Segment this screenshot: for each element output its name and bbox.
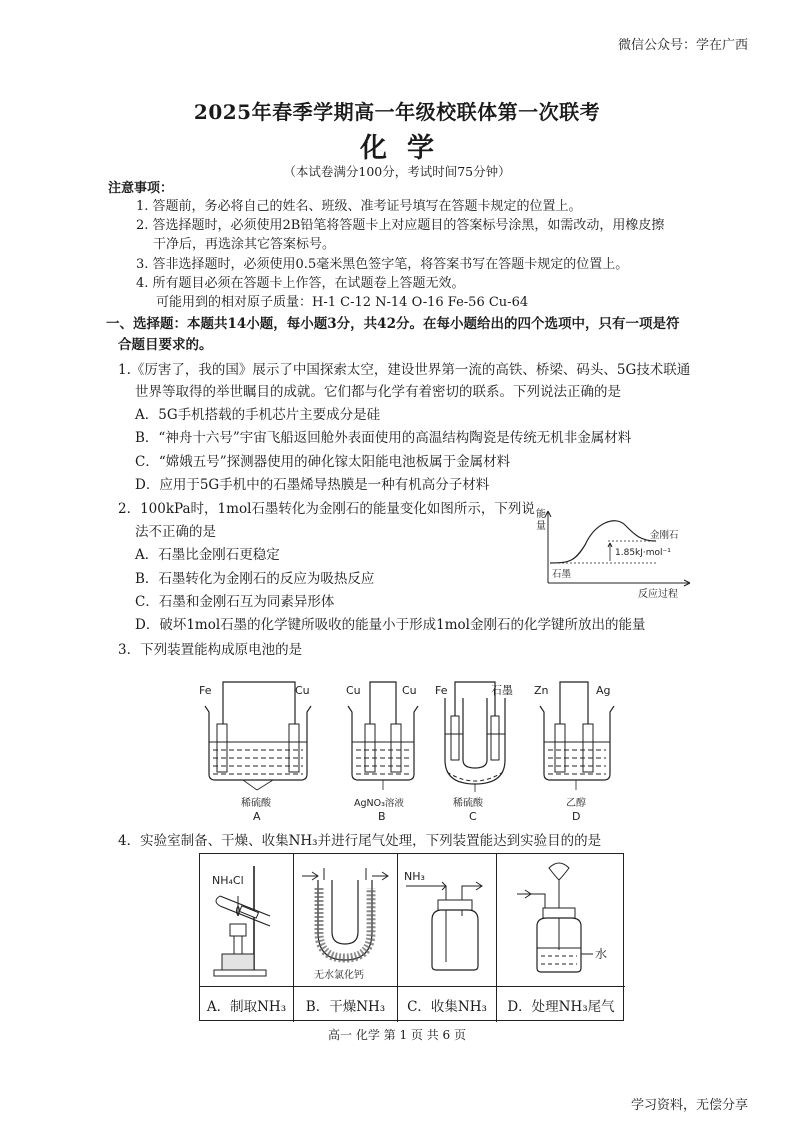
label-nh3-gas: NH₃ <box>404 870 425 883</box>
notice-item-4: 4. 所有题目必须在答题卡上作答，在试题卷上答题无效。 <box>136 276 465 291</box>
atomic-masses: 可能用到的相对原子质量：H-1 C-12 N-14 O-16 Fe-56 Cu-64 <box>156 295 529 310</box>
label-graphite: 石墨 <box>552 569 572 580</box>
label-diamond: 金刚石 <box>650 530 679 541</box>
q2-option-b: B．石墨转化为金刚石的反应为吸热反应 <box>135 571 375 587</box>
q4-apparatus-b <box>294 854 397 985</box>
solution-label-d: 乙醇 <box>566 798 586 809</box>
notice-heading: 注意事项： <box>108 181 174 196</box>
exam-info: （本试卷满分100分，考试时间75分钟） <box>283 164 511 179</box>
q2-stem: 2．100kPa时，1mol石墨转化为金刚石的能量变化如图所示，下列说 <box>118 501 535 517</box>
q3-apparatus-a <box>195 672 315 822</box>
energy-axis-label-1: 能 <box>536 509 546 520</box>
q2-option-c: C．石墨和金刚石互为同素异形体 <box>135 594 335 610</box>
electrode-label-fe: Fe <box>199 684 212 697</box>
section1-heading-cont: 合题目要求的。 <box>118 337 213 353</box>
label-delta-energy: 1.85kJ·mol⁻¹ <box>615 548 671 558</box>
q1-stem: 1.《厉害了，我的国》展示了中国探索太空，建设世界第一流的高铁、桥梁、码头、5G技术联通 <box>118 362 691 378</box>
option-letter-a: A <box>253 810 261 822</box>
q4-cell-b <box>294 854 398 986</box>
watermark-bottom: 学习资料，无偿分享 <box>630 1098 748 1113</box>
energy-axis-label-2: 量 <box>536 521 546 532</box>
electrode-label-cu-left: Cu <box>346 684 361 697</box>
wire <box>223 682 295 724</box>
electrode-label-cu-right: Cu <box>402 684 417 697</box>
q4-caption-d: D．处理NH₃尾气 <box>497 986 625 1022</box>
q4-apparatus-table <box>199 853 624 1021</box>
notice-item-2: 2. 答选择题时，必须使用2B铅笔将答题卡上对应题目的答案标号涂黑，如需改动，用橡皮擦 <box>136 218 665 233</box>
label-cacl2: 无水氯化钙 <box>314 970 364 981</box>
q2-option-a: A．石墨比金刚石更稳定 <box>135 547 280 563</box>
q4-cell-c <box>398 854 497 986</box>
q4-apparatus-d <box>497 854 624 985</box>
subject-title: 化学 <box>360 133 454 164</box>
q4-caption-b: B．干燥NH₃ <box>294 986 398 1022</box>
electrode-label-graphite: 石墨 <box>491 684 513 697</box>
label-water: 水 <box>595 947 608 961</box>
notice-item-2-cont: 干净后，再选涂其它答案标号。 <box>153 237 336 252</box>
option-letter-b: B <box>378 810 386 822</box>
q1-stem-cont: 世界等取得的举世瞩目的成就。它们都与化学有着密切的联系。下列说法正确的是 <box>135 384 621 400</box>
q2-stem-cont: 法不正确的是 <box>135 524 216 540</box>
option-letter-d: D <box>572 810 581 822</box>
q4-stem: 4．实验室制备、干燥、收集NH₃并进行尾气处理，下列装置能达到实验目的的是 <box>118 833 602 849</box>
q1-option-a: A．5G手机搭载的手机芯片主要成分是硅 <box>135 407 381 423</box>
q4-cell-d <box>497 854 625 986</box>
q4-cell-a <box>200 854 294 986</box>
watermark-top: 微信公众号：学在广西 <box>617 38 748 53</box>
electrode-label-cu: Cu <box>295 684 310 697</box>
q1-option-d: D．应用于5G手机中的石墨烯导热膜是一种有机高分子材料 <box>135 477 490 493</box>
page-title: 2025年春季学期高一年级校联体第一次联考 <box>193 100 601 124</box>
section1-heading: 一、选择题：本题共14小题，每小题3分，共42分。在每小题给出的四个选项中，只有一项是符 <box>106 316 680 332</box>
q4-caption-c: C．收集NH₃ <box>398 986 497 1022</box>
notice-item-1: 1. 答题前，务必将自己的姓名、班级、准考证号填写在答题卡规定的位置上。 <box>136 199 582 214</box>
solution-label-a: 稀硫酸 <box>241 798 271 809</box>
x-axis-label: 反应过程 <box>638 589 678 600</box>
q1-option-c: C．“嫦娥五号”探测器使用的砷化镓太阳能电池板属于金属材料 <box>135 454 511 470</box>
q3-apparatus-b <box>338 672 428 822</box>
q1-option-b: B．“神舟十六号”宇宙飞船返回舱外表面使用的高温结构陶瓷是传统无机非金属材料 <box>135 430 632 446</box>
q2-energy-diagram <box>530 505 700 603</box>
solution-label-b: AgNO₃溶液 <box>354 798 404 809</box>
q4-apparatus-a <box>200 854 293 985</box>
electrode-label-ag: Ag <box>596 684 611 697</box>
gas-bottle <box>432 910 478 970</box>
funnel <box>549 863 569 880</box>
q2-option-d: D．破坏1mol石墨的化学键所吸收的能量小于形成1mol金刚石的化学键所放出的能量 <box>135 617 646 633</box>
solution-label-c: 稀硫酸 <box>453 798 483 809</box>
page-footer: 高一 化学 第 1 页 共 6 页 <box>328 1028 466 1042</box>
notice-item-3: 3. 答非选择题时，必须使用0.5毫米黑色签字笔，将答案书写在答题卡规定的位置上。 <box>136 257 629 272</box>
label-nh4cl: NH₄Cl <box>212 874 244 887</box>
electrode-label-zn: Zn <box>534 684 549 697</box>
q4-caption-a: A．制取NH₃ <box>200 986 294 1022</box>
q3-stem: 3．下列装置能构成原电池的是 <box>118 642 303 658</box>
q4-apparatus-c <box>398 854 496 985</box>
q3-apparatus-d <box>530 672 630 822</box>
electrode-label-fe-c: Fe <box>435 684 448 697</box>
q3-apparatus-c <box>433 672 518 822</box>
option-letter-c: C <box>469 810 477 822</box>
